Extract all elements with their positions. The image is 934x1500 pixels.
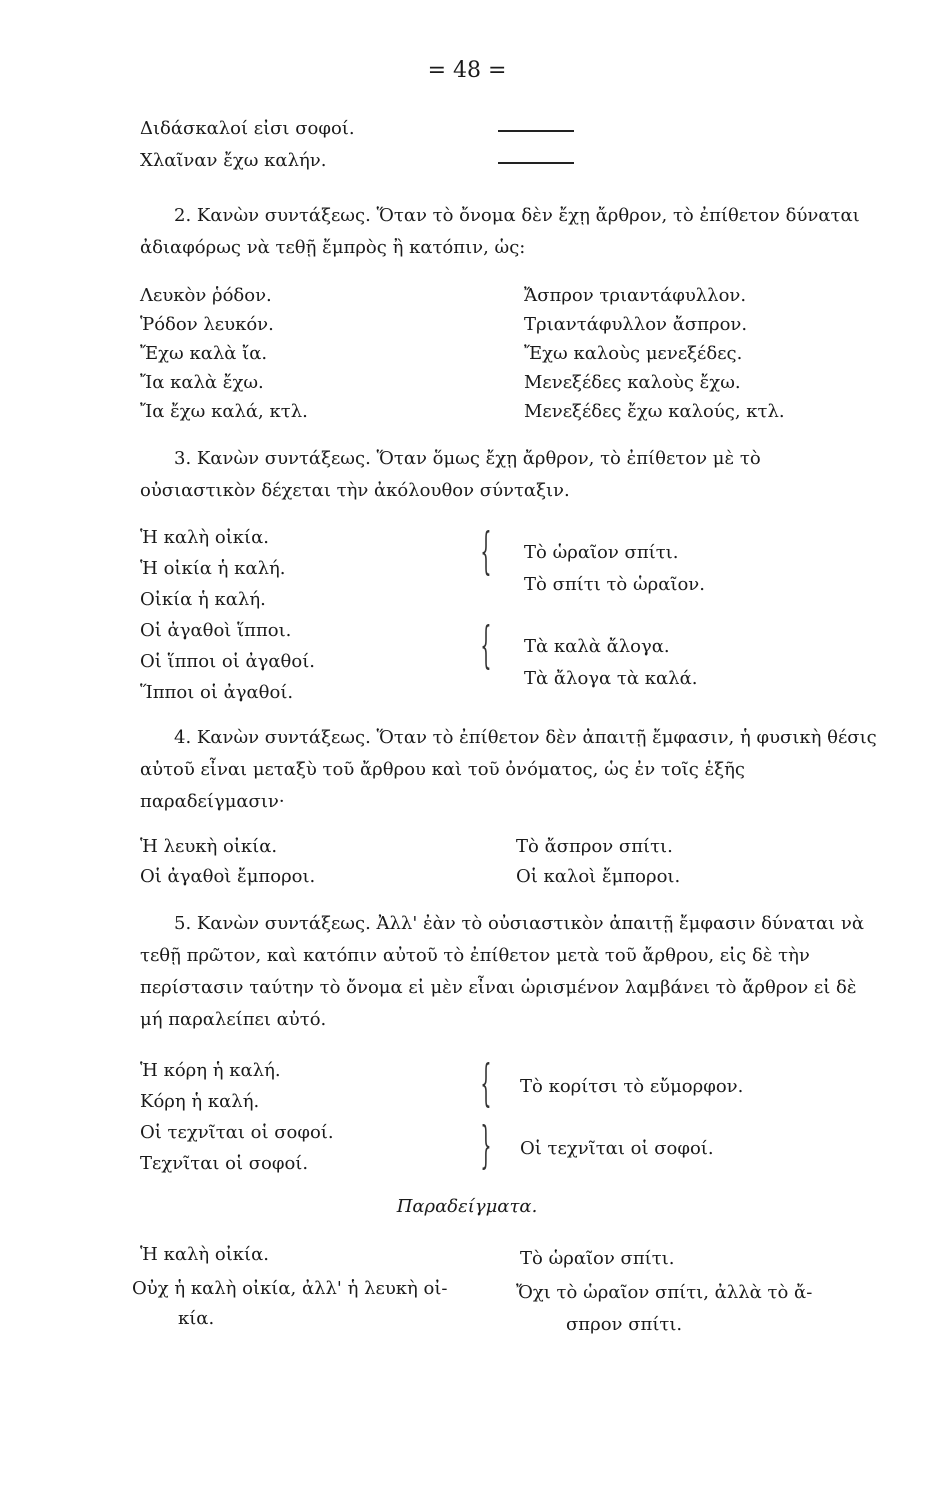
- example-left: Λευκὸν ῥόδον.: [140, 285, 272, 306]
- example-right: Μενεξέδες καλοὺς ἔχω.: [524, 372, 741, 393]
- example-left: Ἡ καλὴ οἰκία.: [140, 1244, 269, 1265]
- example-left: Ἴα καλὰ ἔχω.: [140, 372, 264, 393]
- rule-2-paragraph: 2. Κανὼν συντάξεως. Ὅταν τὸ ὄνομα δὲν ἔχῃ ἄρθρον, τὸ ἐπίθετον δύναται ἀδιαφόρως νὰ τεθῇ ἔμπρὸς ἢ κατόπιν, ὡς:: [140, 205, 860, 258]
- example-right: Τὸ σπίτι τὸ ὡραῖον.: [524, 574, 705, 595]
- example-left: Ἔχω καλὰ ἴα.: [140, 343, 268, 364]
- section-title: Παραδείγματα.: [396, 1196, 538, 1217]
- example-left: Ἡ κόρη ἡ καλή.: [140, 1060, 281, 1081]
- example-right: Οἱ τεχνῖται οἱ σοφοί.: [520, 1138, 714, 1159]
- example-right: Ὄχι τὸ ὡραῖον σπίτι, ἀλλὰ τὸ ἄ-: [516, 1282, 813, 1303]
- example-right: Τὸ ὡραῖον σπίτι.: [524, 542, 679, 563]
- blank-rule: [498, 130, 574, 132]
- example-left: Κόρη ἡ καλή.: [140, 1091, 260, 1112]
- example-left: Τεχνῖται οἱ σοφοί.: [140, 1153, 309, 1174]
- example-left: Ἴα ἔχω καλά, κτλ.: [140, 401, 308, 422]
- page-number: = 48 =: [427, 58, 507, 83]
- example-left: Ἡ οἰκία ἡ καλή.: [140, 558, 286, 579]
- blank-rule: [498, 162, 574, 164]
- rule-5-paragraph: 5. Κανὼν συντάξεως. Ἀλλ' ἐὰν τὸ οὐσιαστικὸν ἀπαιτῇ ἔμφασιν δύναται νὰ τεθῇ πρῶτον, καὶ κατόπιν αὐτοῦ τὸ ἐπίθετον μετὰ τοῦ ἄρθρου, εἰς δὲ τὴν περίστασιν ταύτην τὸ ὄνομα εἰ μὲν εἶναι ὡρισμένον λαμβάνει τὸ ἄρθρον εἰ δὲ μή παραλείπει αὐτό.: [140, 913, 864, 1030]
- example-right: σπρον σπίτι.: [566, 1314, 683, 1335]
- example-left: Ἡ καλὴ οἰκία.: [140, 527, 269, 548]
- example-left: Ἵπποι οἱ ἀγαθοί.: [140, 682, 294, 703]
- example-right: Τὸ ὡραῖον σπίτι.: [520, 1248, 675, 1269]
- example-right: Τριαντάφυλλον ἄσπρον.: [524, 314, 748, 335]
- rule-4-paragraph: 4. Κανὼν συντάξεως. Ὅταν τὸ ἐπίθετον δὲν ἀπαιτῇ ἔμφασιν, ἡ φυσικὴ θέσις αὐτοῦ εἶναι μεταξὺ τοῦ ἄρθρου καὶ τοῦ ὀνόματος, ὡς ἐν τοῖς ἑξῆς παραδείγμασιν·: [140, 727, 877, 812]
- sentence-line: Χλαῖναν ἔχω καλήν.: [140, 150, 327, 171]
- example-left: κία.: [178, 1308, 215, 1329]
- brace-glyph: {: [480, 1054, 492, 1112]
- example-left: Οἰκία ἡ καλή.: [140, 589, 266, 610]
- example-right: Τὸ κορίτσι τὸ εὔμορφον.: [520, 1076, 744, 1097]
- example-right: Ἔχω καλοὺς μενεξέδες.: [524, 343, 743, 364]
- example-left: Οὐχ ἡ καλὴ οἰκία, ἀλλ' ἡ λευκὴ οἰ-: [132, 1278, 448, 1299]
- example-left: Οἱ ἵπποι οἱ ἀγαθοί.: [140, 651, 316, 672]
- example-left: Ἡ λευκὴ οἰκία.: [140, 836, 278, 857]
- example-right: Τὸ ἄσπρον σπίτι.: [516, 836, 673, 857]
- example-right: Οἱ καλοὶ ἔμποροι.: [516, 866, 681, 887]
- example-left: Οἱ τεχνῖται οἱ σοφοί.: [140, 1122, 334, 1143]
- example-right: Τὰ ἄλογα τὰ καλά.: [524, 668, 698, 689]
- example-left: Οἱ ἀγαθοὶ ἵπποι.: [140, 620, 292, 641]
- brace-glyph: {: [480, 616, 492, 674]
- example-right: Μενεξέδες ἔχω καλούς, κτλ.: [524, 401, 785, 422]
- example-right: Ἄσπρον τριαντάφυλλον.: [524, 285, 747, 306]
- sentence-line: Διδάσκαλοί εἰσι σοφοί.: [140, 118, 355, 139]
- brace-glyph: }: [480, 1116, 492, 1174]
- example-right: Τὰ καλὰ ἄλογα.: [524, 636, 670, 657]
- rule-3-paragraph: 3. Κανὼν συντάξεως. Ὅταν ὅμως ἔχῃ ἄρθρον, τὸ ἐπίθετον μὲ τὸ οὐσιαστικὸν δέχεται τὴν ἀκόλουθον σύνταξιν.: [140, 448, 761, 501]
- brace-glyph: {: [480, 522, 492, 580]
- example-left: Οἱ ἀγαθοὶ ἔμποροι.: [140, 866, 316, 887]
- example-left: Ῥόδον λευκόν.: [140, 314, 274, 335]
